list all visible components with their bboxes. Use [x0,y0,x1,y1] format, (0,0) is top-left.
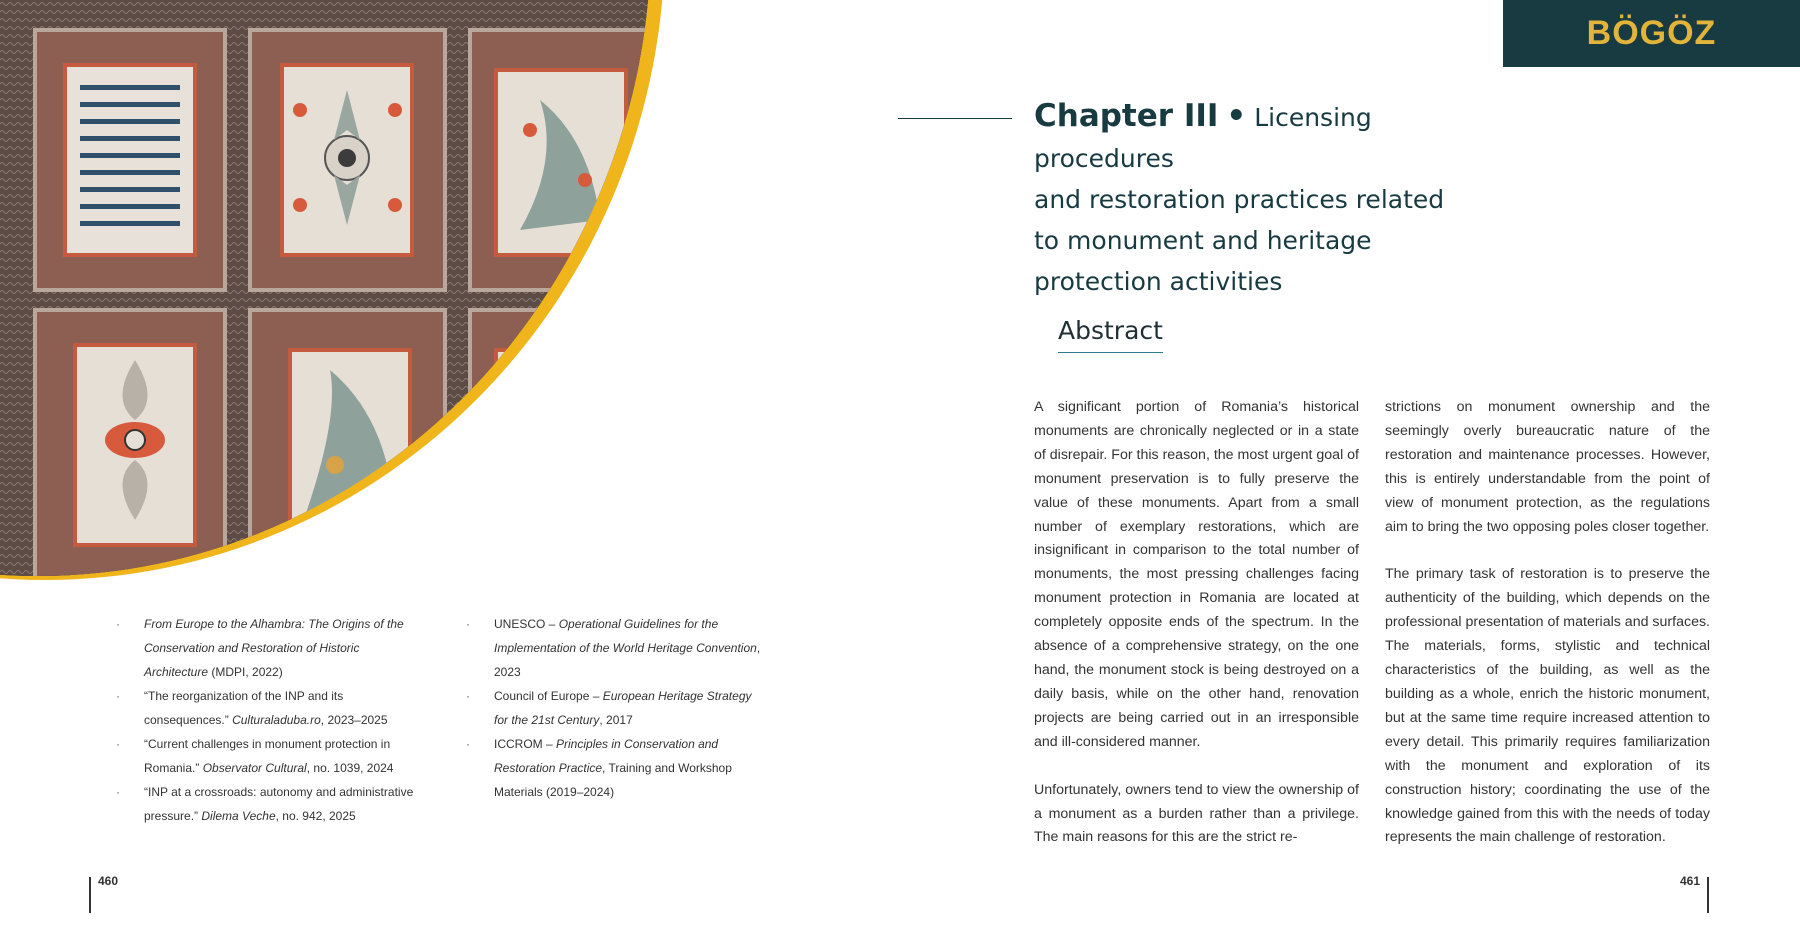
references-list-right [466,612,766,804]
reference-details: , 2017 [599,713,633,727]
abstract-paragraph: Unfortunately, owners tend to view the ownership of a monument as a burden rather than a privilege. The main reasons for this are the strict re- [1034,781,1359,846]
reference-details: , no. 1039, 2024 [306,761,394,775]
panel-row-2 [35,310,651,576]
chapter-title-line4: protection activities [1034,267,1283,296]
abstract-paragraph: strictions on monument ownership and the seemingly overly bureaucratic nature of the restoration and maintenance processes. However, this is entirely understandable from the point of view of monument protection, as the regulations aim to bring the two opposing poles closer together. [1385,399,1710,535]
reference-details: , Training and Workshop Materials (2019–2024) [494,761,732,799]
reference-prefix: UNESCO – [494,617,559,631]
painted-ceiling-illustration [0,0,651,576]
reference-title: Operational Guidelines for the Implementation of the World Heritage Convention [494,617,757,655]
reference-prefix: Council of Europe – [494,689,603,703]
reference-details: , 2023–2025 [320,713,388,727]
reference-title: Principles in Conservation and Restoration Practice [494,737,719,775]
reference-item [116,732,416,780]
abstract-column-1 [1034,396,1359,874]
abstract-paragraph: The primary task of restoration is to preserve the authenticity of the building, which depends on the professional presentation of materials and surfaces. The materials, forms, stylistic and technical characteristics of the building, as well as the building as a whole, enrich the historic monument, but at the same time require increased attention to every detail. This primarily requires familiarization with the monument and exploration of its construction history; coordinating the use of the knowledge gained from this with the needs of today represents the main challenge of restoration. [1385,566,1710,846]
reference-title: Dilema Veche [201,809,276,823]
panel-row-1 [35,30,651,290]
reference-item [116,684,416,732]
page-number-left: 460 [98,874,119,888]
painted-ceiling-photo [0,0,651,576]
reference-details: , no. 942, 2025 [275,809,356,823]
brand-header-badge: BÖGÖZ [1503,0,1800,67]
reference-title: Observator Cultural [202,761,307,775]
chapter-title [1034,96,1494,302]
title-rule-line [898,118,1012,119]
reference-item [116,780,416,828]
abstract-column-2 [1385,396,1710,874]
chapter-bullet: • [1226,98,1247,134]
references-list-left [116,612,416,828]
abstract-paragraph: A significant portion of Romania’s historical monuments are chronically neglected or in a state of disrepair. For this reason, the most urgent goal of monument preservation is to fully preserve the value of these monuments. Apart from a small number of exemplary restorations, which are insignificant in comparison to the total number of monuments, the most pressing challenges facing monument protection in Romania are located at completely opposite ends of the spectrum. In the absence of a comprehensive strategy, on the one hand, the monument stock is being destroyed on a daily basis, while on the other hand, renovation projects are being carried out in an irresponsible and ill-considered manner. [1034,399,1359,750]
reference-prefix: “The reorganization of the INP and its consequences.” [144,689,344,727]
reference-item [466,684,766,732]
reference-item [466,732,766,804]
reference-title: Culturaladuba.ro [232,713,321,727]
page-number-bar-right [1707,877,1709,913]
reference-item [116,612,416,684]
page-number-bar-left [89,877,91,913]
chapter-title-line2: and restoration practices related [1034,185,1445,214]
chapter-title-line1: Licensing procedures [1034,103,1372,173]
reference-title: European Heritage Strategy for the 21st Century [494,689,752,727]
reference-prefix: “INP at a crossroads: autonomy and administrative pressure.” [144,785,414,823]
reference-prefix: ICCROM – [494,737,557,751]
reference-details: , 2023 [494,641,761,679]
page-number-right: 461 [1680,874,1701,888]
reference-title: From Europe to the Alhambra: The Origins of the Conservation and Restoration of Historic Architecture [144,617,404,679]
ceiling-photo-area [0,0,670,590]
reference-details: (MDPI, 2022) [208,665,283,679]
abstract-heading: Abstract [1058,316,1163,353]
chapter-title-line3: to monument and heritage [1034,226,1372,255]
reference-item [466,612,766,684]
reference-prefix: “Current challenges in monument protection in Romania.” [144,737,391,775]
chapter-number: Chapter III [1034,98,1219,134]
